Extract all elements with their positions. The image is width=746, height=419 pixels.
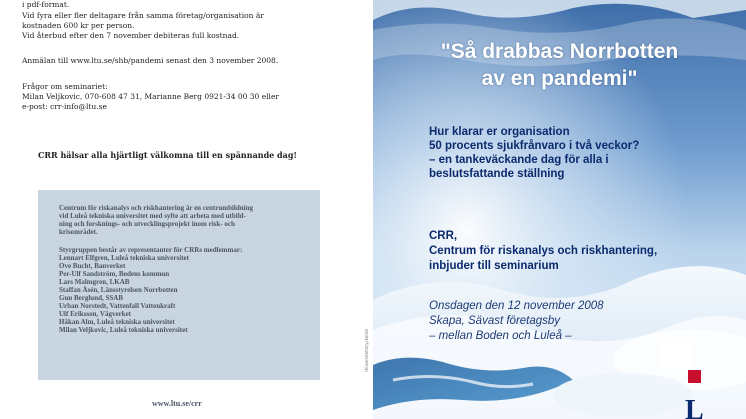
text-line: kostnaden 600 kr per person.	[22, 21, 135, 30]
ltu-logo-letter: L	[685, 395, 704, 419]
crr-line: inbjuder till seminarium	[429, 260, 559, 272]
crr-line: CRR,	[429, 230, 458, 242]
ltu-logo-frame	[658, 340, 690, 368]
text-line: Vid fyra eller fler deltagare från samma företag/organisation är	[22, 11, 264, 20]
info-box	[38, 190, 320, 380]
event-location: – mellan Boden och Luleå –	[429, 330, 572, 342]
question-line: 50 procents sjukfrånvaro i två veckor?	[429, 140, 640, 152]
board-member: Ove Bucht, Banverket	[59, 262, 126, 270]
cover-panel	[373, 0, 746, 419]
text-line: i pdf-format.	[22, 0, 70, 9]
board-intro: Styrgruppen består av representanter för CRRs medlemmar:	[59, 246, 243, 254]
welcome-greeting: CRR hälsar alla hjärtligt välkomna till en spännande dag!	[38, 150, 297, 160]
printer-credit: Universitetstryckeriet	[364, 328, 369, 372]
question-line: – en tankeväckande dag för alla i	[429, 154, 609, 166]
cover-title-line1: "Så drabbas Norrbotten	[440, 40, 679, 63]
registration-text: Anmälan till www.ltu.se/shb/pandemi senast den 3 november 2008.	[22, 56, 279, 65]
contact-email: e-post: crr-info@ltu.se	[22, 102, 107, 111]
board-member: Per-Ulf Sandström, Bodens kommun	[59, 270, 170, 278]
info-description-line: ning och forsknings- och utvecklingsprojekt inom risk- och	[59, 220, 235, 228]
crr-line: Centrum för riskanalys och riskhantering,	[429, 245, 658, 257]
board-member: Ulf Eriksson, Vägverket	[59, 310, 132, 318]
contact-line: Milan Veljkovic, 070-608 47 31, Marianne Berg 0921-34 00 30 eller	[22, 92, 279, 101]
questions-label: Frågor om seminariet:	[22, 82, 108, 91]
question-line: Hur klarar er organisation	[429, 126, 570, 138]
text-line: Vid återbud efter den 7 november debiteras full kostnad.	[22, 31, 240, 40]
website-link[interactable]: www.ltu.se/crr	[152, 399, 202, 408]
event-venue: Skapa, Sävast företagsby	[429, 315, 561, 327]
board-member: Urban Norstedt, Vattenfall Vattenkraft	[59, 302, 176, 310]
ltu-logo-red-square	[688, 370, 701, 383]
board-member: Gun Berglund, SSAB	[59, 294, 123, 302]
event-date: Onsdagen den 12 november 2008	[429, 300, 604, 312]
info-description-line: Centrum för riskanalys och riskhantering är en centrumbildning	[59, 204, 254, 212]
board-member: Lars Malmgren, LKAB	[59, 278, 130, 286]
board-member: Staffan Åsén, Länsstyrelsen Norrbotten	[59, 286, 178, 294]
question-line: beslutsfattande ställning	[429, 168, 565, 180]
info-description-line: vid Luleå tekniska universitet med syfte att arbeta med utbild-	[59, 212, 246, 220]
cover-title-line2: av en pandemi"	[481, 67, 638, 90]
board-member: Milan Veljkovic, Luleå tekniska universitet	[59, 326, 188, 334]
board-member: Lennart Elfgren, Luleå tekniska universitet	[59, 254, 189, 262]
info-description-line: krisområdet.	[59, 228, 98, 236]
board-member: Håkan Alm, Luleå tekniska universitet	[59, 318, 175, 326]
